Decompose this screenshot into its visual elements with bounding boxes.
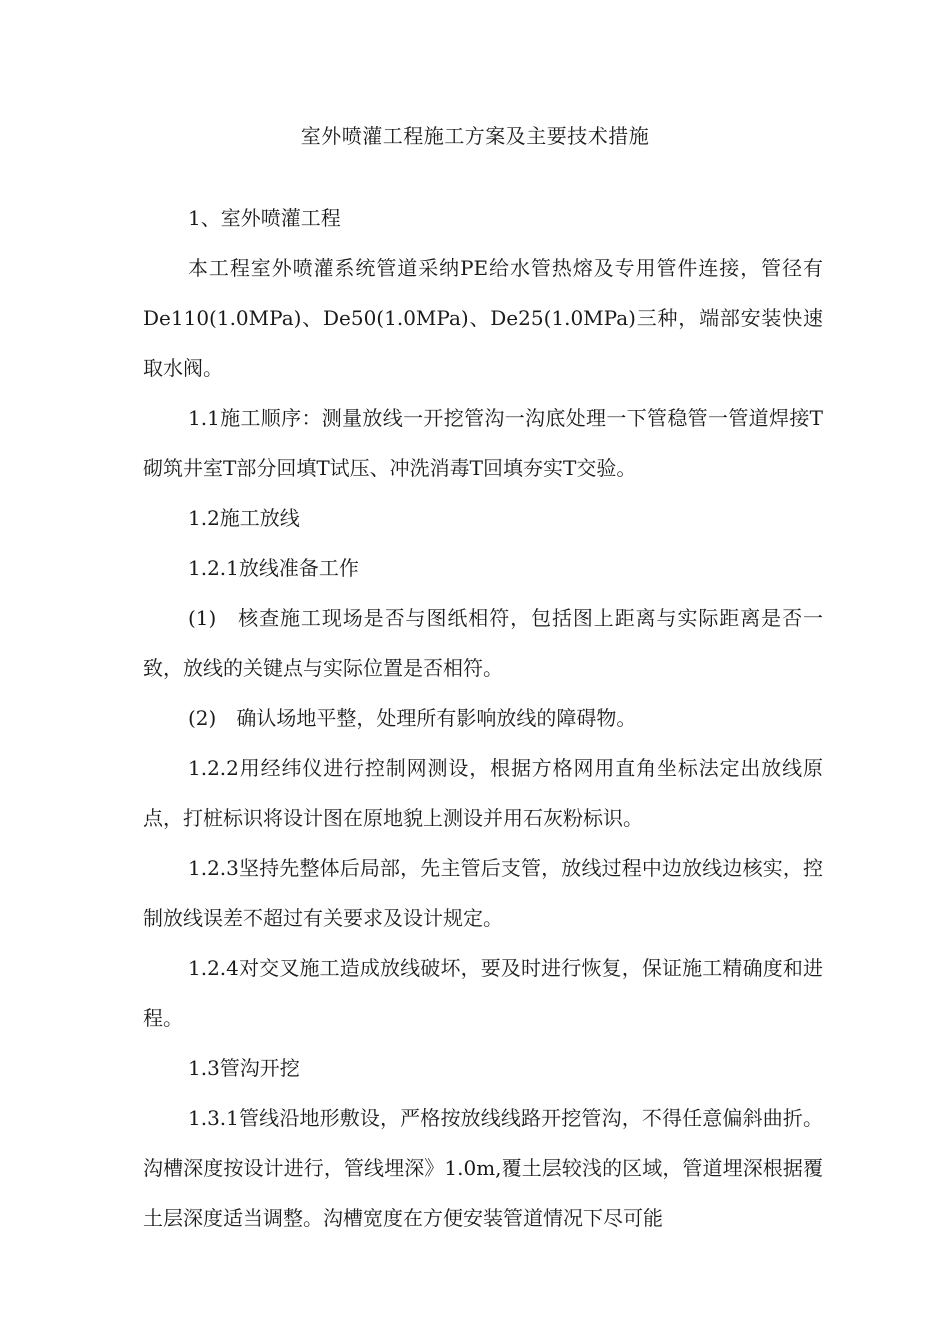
paragraph: 1.3.1管线沿地形敷设，严格按放线线路开挖管沟，不得任意偏斜曲折。沟槽深度按设计进行，管线埋深》1.0m,覆土层较浅的区域，管道埋深根据覆土层深度适当调整。沟槽宽度在方便安装管道情况下尽可能	[143, 1106, 823, 1230]
paragraph: 1.2.4对交叉施工造成放线破坏，要及时进行恢复，保证施工精确度和进程。	[143, 956, 823, 1030]
paragraph: 1.2.1放线准备工作	[188, 556, 359, 580]
document-title: 室外喷灌工程施工方案及主要技术措施	[300, 124, 650, 148]
paragraph: (2) 确认场地平整，处理所有影响放线的障碍物。	[188, 706, 637, 730]
paragraph: 1、室外喷灌工程	[188, 206, 341, 230]
paragraph: 1.2.3坚持先整体后局部，先主管后支管，放线过程中边放线边核实，控制放线误差不超过有关要求及设计规定。	[143, 856, 823, 930]
paragraph: 本工程室外喷灌系统管道采纳PE给水管热熔及专用管件连接，管径有 De110(1.0MPa)、De50(1.0MPa)、De25(1.0MPa)三种，端部安装快速取水阀。	[143, 256, 823, 380]
paragraph: 1.2施工放线	[188, 506, 300, 530]
paragraph: 1.2.2用经纬仪进行控制网测设，根据方格网用直角坐标法定出放线原点，打桩标识将设计图在原地貌上测设并用石灰粉标识。	[143, 756, 823, 830]
paragraph: 1.1施工顺序：测量放线一开挖管沟一沟底处理一下管稳管一管道焊接T砌筑井室T部分回填T试压、冲洗消毒T回填夯实T交验。	[143, 406, 823, 480]
paragraph: 1.3管沟开挖	[188, 1056, 300, 1080]
paragraph: (1) 核查施工现场是否与图纸相符，包括图上距离与实际距离是否一致，放线的关键点与实际位置是否相符。	[143, 606, 823, 680]
document-body	[143, 193, 823, 1243]
